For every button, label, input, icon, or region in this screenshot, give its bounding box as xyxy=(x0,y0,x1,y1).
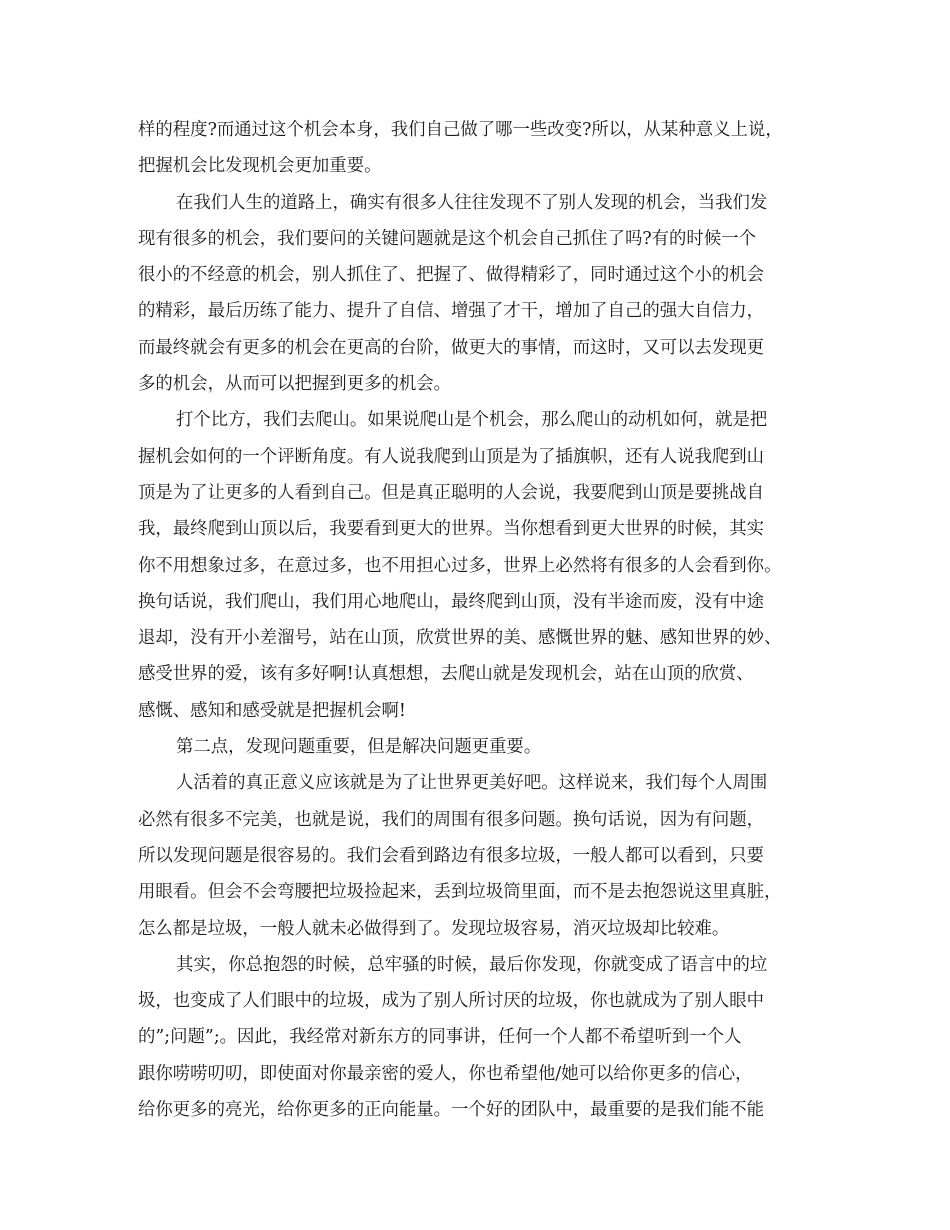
text-line: 我，最终爬到山顶以后，我要看到更大的世界。当你想看到更大世界的时候，其实 xyxy=(138,519,765,540)
text-line: 样的程度?而通过这个机会本身，我们自己做了哪一些改变?所以，从某种意义上说， xyxy=(138,120,783,140)
text-line: 的精彩，最后历练了能力、提升了自信、增强了才干，增加了自己的强大自信力， xyxy=(138,301,765,322)
text-line: 握机会如何的一个评断角度。有人说我爬到山顶是为了插旗帜，还有人说我爬到山 xyxy=(138,446,765,467)
text-line: 第二点，发现问题重要，但是解决问题更重要。 xyxy=(176,737,542,758)
text-line: 给你更多的亮光，给你更多的正向能量。一个好的团队中，最重要的是我们能不能 xyxy=(138,1100,765,1121)
text-line: 你不用想象过多，在意过多，也不用担心过多，世界上必然将有很多的人会看到你。 xyxy=(138,555,782,576)
text-line: 感慨、感知和感受就是把握机会啊! xyxy=(138,700,406,721)
text-line: 很小的不经意的机会，别人抓住了、把握了、做得精彩了，同时通过这个小的机会 xyxy=(138,265,765,286)
text-line: 怎么都是垃圾，一般人就未必做得到了。发现垃圾容易，消灭垃圾却比较难。 xyxy=(138,918,730,939)
text-line: 其实，你总抱怨的时候，总牢骚的时候，最后你发现，你就变成了语言中的垃 xyxy=(176,954,768,975)
text-line: 而最终就会有更多的机会在更高的台阶，做更大的事情，而这时，又可以去发现更 xyxy=(138,337,765,358)
text-line: 必然有很多不完美，也就是说，我们的周围有很多问题。换句话说，因为有问题， xyxy=(138,809,765,830)
text-line: 的”;问题”;。因此，我经常对新东方的同事讲，任何一个人都不希望听到一个人 xyxy=(138,1027,742,1048)
text-line: 换句话说，我们爬山，我们用心地爬山，最终爬到山顶，没有半途而废，没有中途 xyxy=(138,591,765,612)
text-line: 用眼看。但会不会弯腰把垃圾捡起来，丢到垃圾筒里面，而不是去抱怨说这里真脏， xyxy=(138,882,782,903)
text-line: 顶是为了让更多的人看到自己。但是真正聪明的人会说，我要爬到山顶是要挑战自 xyxy=(138,482,765,503)
text-line: 感受世界的爱，该有多好啊!认真想想，去爬山就是发现机会，站在山顶的欣赏、 xyxy=(138,664,754,685)
text-line: 退却，没有开小差溜号，站在山顶，欣赏世界的美、感慨世界的魅、感知世界的妙、 xyxy=(138,628,782,649)
text-line: 多的机会，从而可以把握到更多的机会。 xyxy=(138,374,452,395)
text-line: 打个比方，我们去爬山。如果说爬山是个机会，那么爬山的动机如何，就是把 xyxy=(176,410,768,431)
body-text xyxy=(138,112,828,1128)
text-line: 在我们人生的道路上，确实有很多人往往发现不了别人发现的机会，当我们发 xyxy=(176,192,768,213)
text-line: 所以发现问题是很容易的。我们会看到路边有很多垃圾，一般人都可以看到，只要 xyxy=(138,845,765,866)
text-line: 圾，也变成了人们眼中的垃圾，成为了别人所讨厌的垃圾，你也就成为了别人眼中 xyxy=(138,991,765,1012)
text-line: 把握机会比发现机会更加重要。 xyxy=(138,156,382,177)
text-line: 人活着的真正意义应该就是为了让世界更美好吧。这样说来，我们每个人周围 xyxy=(176,773,768,794)
text-line: 现有很多的机会，我们要问的关键问题就是这个机会自己抓住了吗?有的时候一个 xyxy=(138,228,756,249)
text-line: 跟你唠唠叨叨，即使面对你最亲密的爱人，你也希望他/她可以给你更多的信心， xyxy=(138,1063,753,1084)
